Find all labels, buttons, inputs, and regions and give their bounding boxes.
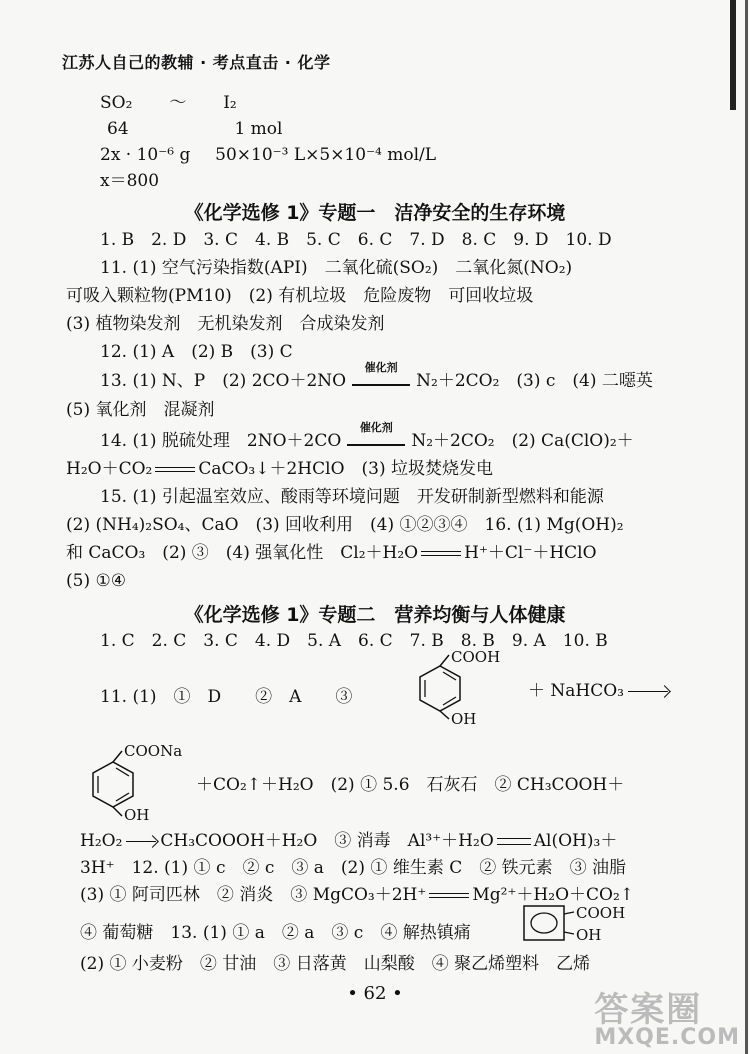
watermark-url: MXQE.COM <box>594 1025 740 1050</box>
catalyst-arrow <box>352 361 410 392</box>
watermark-logo <box>594 982 740 1050</box>
calc-i2: I₂ <box>223 93 237 113</box>
oh-label: OH <box>451 710 477 728</box>
calc-mol: 1 mol <box>234 119 283 139</box>
s1-line-1: 1. B 2. D 3. C 4. B 5. C 6. C 7. D 8. C 9. D 10. D <box>100 230 612 250</box>
s2-line-5: 3H⁺ 12. (1) ① c ② c ③ a (2) ① 维生素 C ② 铁元素 ③ 油脂 <box>80 858 627 878</box>
calc-molar-mass: 64 <box>107 119 129 139</box>
s1-line-5: 12. (1) A (2) B (3) C <box>100 342 293 362</box>
section-title-1: 《化学选修 1》专题一 洁净安全的生存环境 <box>184 202 566 224</box>
reaction-arrow <box>126 841 156 842</box>
binding-edge <box>730 0 736 110</box>
calc-amount: 50×10⁻³ L×5×10⁻⁴ mol/L <box>215 145 437 165</box>
s1-line-3: 可吸入颗粒物(PM10) (2) 有机垃圾 危险废物 可回收垃圾 <box>66 286 534 306</box>
h2o2-text: H₂O₂ <box>80 831 123 851</box>
book-header: 江苏人自己的教辅 · 考点直击 · 化学 <box>62 53 331 72</box>
s2-line-2: 11. (1) ① D ② A ③ <box>100 687 353 707</box>
calc-result: x＝800 <box>100 171 160 191</box>
s1-line-9-a: H₂O＋CO₂ <box>66 459 153 479</box>
reversible-arrow <box>497 837 531 847</box>
equals-sign <box>421 551 461 556</box>
s1-line-10: 15. (1) 引起温室效应、酸雨等环境问题 开发研制新型燃料和能源 <box>100 487 604 507</box>
calc-mass: 2x · 10⁻⁶ g <box>100 145 191 165</box>
s2-line-3: ＋CO₂↑＋H₂O (2) ① 5.6 石灰石 ② CH₃COOH＋ <box>196 775 625 795</box>
oh-label: OH <box>576 926 602 944</box>
benzene-ring-icon <box>520 900 580 948</box>
s1-line-9 <box>66 458 493 480</box>
calc-relation: ～ <box>169 93 187 113</box>
page-edge <box>745 0 748 1054</box>
s1-line-4: (3) 植物染发剂 无机染发剂 合成染发剂 <box>66 314 385 334</box>
equals-sign <box>429 893 469 898</box>
oh-label: OH <box>124 806 150 824</box>
s1-line-6-b: N₂＋2CO₂ (3) c (4) 二噁英 <box>416 371 653 391</box>
reaction-arrow <box>628 691 668 692</box>
s2-line-4-c: Al(OH)₃＋ <box>533 831 618 851</box>
s2-line-7: ④ 葡萄糖 13. (1) ① a ② a ③ c ④ 解热镇痛 <box>80 923 471 943</box>
s2-line-8: (2) ① 小麦粉 ② 甘油 ③ 日落黄 山梨酸 ④ 聚乙烯塑料 乙烯 <box>80 954 591 974</box>
sodium-salicylate-structure <box>78 740 188 825</box>
s1-line-11: (2) (NH₄)₂SO₄、CaO (3) 回收利用 (4) ①②③④ 16. (1) Mg(OH)₂ <box>66 515 624 535</box>
s2-line-6-a: (3) ① 阿司匹林 ② 消炎 ③ MgCO₃＋2H⁺ <box>80 885 427 905</box>
s1-line-8-a: 14. (1) 脱硫处理 2NO＋2CO <box>100 431 342 451</box>
calc-so2: SO₂ <box>100 93 133 113</box>
calc-row-1 <box>100 92 237 114</box>
s1-line-12-a: 和 CaCO₃ (2) ③ (4) 强氧化性 Cl₂＋H₂O <box>66 543 419 563</box>
s1-line-13: (5) ①④ <box>66 571 126 591</box>
s2-line-1: 1. C 2. C 3. C 4. D 5. A 6. C 7. B 8. B 9. A 10. B <box>100 631 608 651</box>
calc-row-3 <box>100 144 436 166</box>
s1-line-6 <box>100 361 653 392</box>
cooh-label: COOH <box>576 904 626 922</box>
catalyst-label: 催化剂 <box>364 361 398 374</box>
section-title-2: 《化学选修 1》专题二 营养均衡与人体健康 <box>184 604 566 626</box>
nahco3-text: ＋ NaHCO₃ <box>528 681 624 701</box>
catalyst-label: 催化剂 <box>359 421 393 434</box>
s1-line-9-b: CaCO₃↓＋2HClO (3) 垃圾焚烧发电 <box>198 459 493 479</box>
page-number: • 62 • <box>347 983 403 1004</box>
small-benzene-structure <box>520 900 660 948</box>
equals-sign <box>155 467 195 472</box>
s1-line-12 <box>66 542 597 564</box>
s2-line-2-b <box>528 680 672 702</box>
cooh-label: COOH <box>451 648 501 666</box>
salicylic-acid-structure <box>405 646 515 726</box>
s2-line-4-b: CH₃COOOH＋H₂O ③ 消毒 Al³⁺＋H₂O <box>160 831 494 851</box>
s1-line-2: 11. (1) 空气污染指数(API) 二氧化硫(SO₂) 二氧化氮(NO₂) <box>100 258 573 278</box>
s1-line-8-b: N₂＋2CO₂ (2) Ca(ClO)₂＋ <box>411 431 634 451</box>
s1-line-6-a: 13. (1) N、P (2) 2CO＋2NO <box>100 371 347 391</box>
watermark-text: 答案圈 <box>594 990 703 1030</box>
s1-line-8 <box>100 421 634 452</box>
s1-line-7: (5) 氧化剂 混凝剂 <box>66 400 215 420</box>
s2-line-4 <box>80 830 617 852</box>
catalyst-arrow <box>347 421 405 452</box>
coona-label: COONa <box>124 742 183 760</box>
s1-line-12-b: H⁺＋Cl⁻＋HClO <box>464 543 597 563</box>
s2-line-6-b: Mg²⁺＋H₂O＋CO₂↑ <box>472 885 635 905</box>
calc-row-2 <box>107 118 282 140</box>
